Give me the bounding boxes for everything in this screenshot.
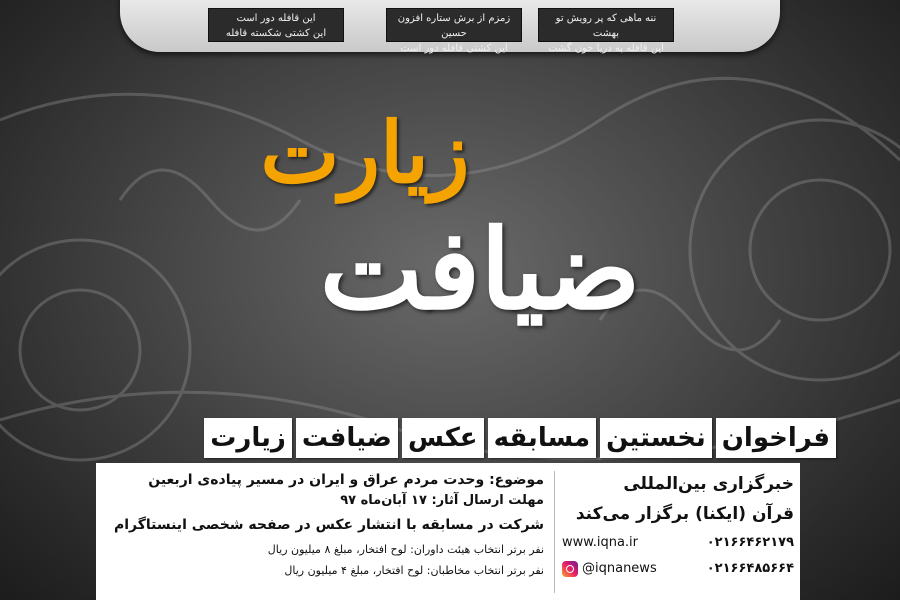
divider — [554, 471, 555, 593]
title-ziafat: ضیافت — [319, 205, 641, 334]
phone-number: ۰۲۱۶۶۴۶۲۱۷۹ — [706, 535, 794, 550]
poem-line: این قافله دور است — [236, 13, 316, 24]
instagram-text: @iqnanews — [582, 561, 657, 576]
subject-text: موضوع: وحدت مردم عراق و ایران در مسیر پیاده‌ی اربعین — [148, 472, 544, 488]
contact-row — [562, 557, 794, 581]
instagram-icon — [562, 561, 578, 577]
website-link[interactable]: www.iqna.ir — [562, 535, 638, 550]
poem-line: این کشتی قافله دور است — [400, 43, 508, 54]
audience-prize-text: نفر برتر انتخاب مخاطبان: لوح افتخار، مبلغ ۴ میلیون ریال — [284, 564, 544, 577]
poem-line: ننه ماهی که پر رویش تو بهشت — [555, 13, 657, 39]
poem-line: این کشتی شکسته قافله — [225, 28, 327, 39]
poem-line: این قافله به دریا خون گشت — [548, 43, 664, 54]
headline-word: فراخوان — [716, 418, 836, 458]
info-panel — [96, 463, 800, 600]
jury-prize-text: نفر برتر انتخاب هیئت داوران: لوح افتخار، مبلغ ۸ میلیون ریال — [267, 543, 544, 556]
poem-line: زمزم از برش ستاره افزون حسین — [397, 13, 511, 39]
contest-details — [104, 469, 544, 581]
headline-word: ضیافت — [296, 418, 398, 458]
headline — [204, 418, 836, 458]
agency-name: خبرگزاری بین‌المللی — [623, 474, 794, 494]
agency-organizer: قرآن (ایکنا) برگزار می‌کند — [575, 504, 794, 524]
title-ziarat: زیارت — [260, 103, 470, 202]
headline-word: نخستین — [600, 418, 712, 458]
poem-box — [386, 8, 522, 54]
deadline-text: مهلت ارسال آثار: ۱۷ آبان‌ماه ۹۷ — [340, 493, 544, 508]
poem-box — [538, 8, 674, 54]
phone-number: ۰۲۱۶۶۴۸۵۶۶۴ — [706, 561, 794, 576]
headline-word: زیارت — [204, 418, 292, 458]
poem-box — [208, 8, 344, 42]
headline-word: عکس — [402, 418, 484, 458]
headline-word: مسابقه — [488, 418, 597, 458]
contact-row — [562, 531, 794, 555]
instagram-handle[interactable] — [562, 557, 657, 581]
participation-text: شرکت در مسابقه با انتشار عکس در صفحه شخصی اینستاگرام — [113, 517, 544, 533]
agency-block — [562, 469, 794, 581]
